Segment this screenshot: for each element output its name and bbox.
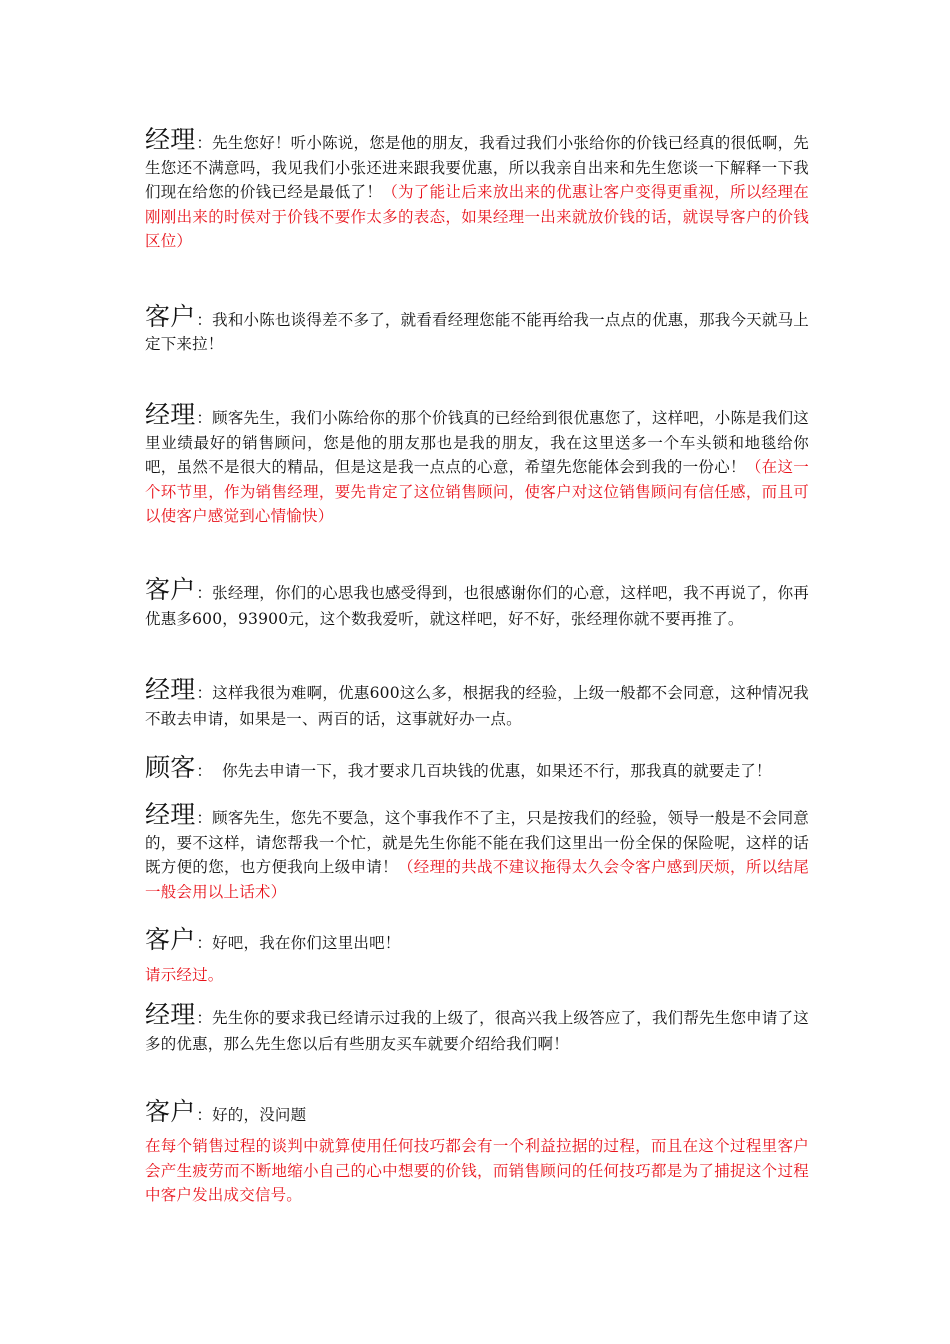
speaker-separator: ： (196, 134, 213, 152)
speaker-separator: ： (196, 684, 213, 702)
speaker-separator: ： (196, 934, 213, 952)
dialogue-text: 张经理，你们的心思我也感受得到，也很感谢你们的心意，这样吧，我不再说了，你再优惠多600，93900元，这个数我爱听，就这样吧，好不好，张经理你就不要再推了。 (145, 584, 810, 628)
speaker-separator: ： (196, 1106, 213, 1124)
dialogue-paragraph (145, 125, 810, 254)
speaker-separator: ： (196, 1009, 213, 1027)
speaker-label: 经理 (145, 400, 196, 429)
dialogue-paragraph (145, 302, 810, 356)
speaker-label: 经理 (145, 800, 196, 829)
red-annotation-paragraph: 请示经过。 (145, 966, 224, 984)
dialogue-text: 先生你的要求我已经请示过我的上级了，很高兴我上级答应了，我们帮先生您申请了这多的优惠，那么先生您以后有些朋友买车就要介绍给我们啊！ (145, 1009, 810, 1053)
dialogue-paragraph (145, 400, 810, 529)
red-annotation: （为了能让后来放出来的优惠让客户变得更重视，所以经理在刚刚出来的时侯对于价钱不要作太多的表态，如果经理一出来就放价钱的话，就误导客户的价钱区位） (145, 183, 809, 250)
red-annotation: （在这一个环节里，作为销售经理，要先肯定了这位销售顾问，使客户对这位销售顾问有信任感，而且可以使客户感觉到心情愉快） (145, 458, 809, 525)
red-annotation-paragraph: 在每个销售过程的谈判中就算使用任何技巧都会有一个利益拉据的过程，而且在这个过程里客户会产生疲劳而不断地缩小自己的心中想要的价钱，而销售顾问的任何技巧都是为了捕捉这个过程中客户发出成交信号。 (145, 1137, 809, 1204)
dialogue-text: 好吧，我在你们这里出吧！ (212, 934, 401, 952)
speaker-separator: ： (196, 762, 213, 780)
speaker-separator: ： (196, 409, 213, 427)
dialogue-text: 先生您好！听小陈说，您是他的朋友，我看过我们小张给你的价钱已经真的很低啊，先生您还不满意吗，我见我们小张还进来跟我要优惠，所以我亲自出来和先生您谈一下解释一下我们现在给您的价钱已经是最低了！ (145, 134, 810, 201)
dialogue-text: 这样我很为难啊，优惠600这么多，根据我的经验，上级一般都不会同意，这种情况我不敢去申请，如果是一、两百的话，这事就好办一点。 (145, 684, 810, 728)
speaker-label: 顾客 (145, 753, 196, 782)
speaker-separator: ： (196, 809, 213, 827)
dialogue-text: 好的，没问题 (212, 1106, 307, 1124)
dialogue-text: 顾客先生，您先不要急，这个事我作不了主，只是按我们的经验，领导一般是不会同意的，要不这样，请您帮我一个忙，就是先生你能不能在我们这里出一份全保的保险呢，这样的话既方便的您，也方便我向上级申请！ (145, 809, 810, 876)
speaker-label: 客户 (145, 925, 196, 954)
dialogue-text: 我和小陈也谈得差不多了，就看看经理您能不能再给我一点点的优惠，那我今天就马上定下来拉！ (145, 311, 810, 353)
speaker-label: 经理 (145, 125, 196, 154)
dialogue-paragraph (145, 925, 809, 955)
dialogue-paragraph (145, 675, 810, 732)
speaker-label: 客户 (145, 1097, 196, 1126)
speaker-label: 客户 (145, 302, 196, 331)
speaker-label: 经理 (145, 675, 196, 704)
dialogue-text: 顾客先生，我们小陈给你的那个价钱真的已经给到很优惠您了，这样吧，小陈是我们这里业绩最好的销售顾问，您是他的朋友那也是我的朋友，我在这里送多一个车头锁和地毯给你吧，虽然不是很大的精品，但是这是我一点点的心意，希望先您能体会到我的一份心！ (145, 409, 810, 476)
speaker-separator: ： (196, 311, 213, 329)
speaker-separator: ： (196, 584, 213, 602)
dialogue-text: 你先去申请一下，我才要求几百块钱的优惠，如果还不行，那我真的就要走了！ (222, 762, 772, 780)
speaker-label: 客户 (145, 575, 196, 604)
speaker-label: 经理 (145, 1000, 196, 1029)
dialogue-paragraph (145, 1097, 809, 1127)
dialogue-paragraph (145, 1000, 810, 1057)
red-annotation: （经理的共战不建议拖得太久会令客户感到厌烦，所以结尾一般会用以上话术） (145, 858, 810, 901)
dialogue-paragraph (145, 575, 810, 632)
dialogue-paragraph (145, 800, 810, 904)
dialogue-paragraph (145, 753, 809, 783)
